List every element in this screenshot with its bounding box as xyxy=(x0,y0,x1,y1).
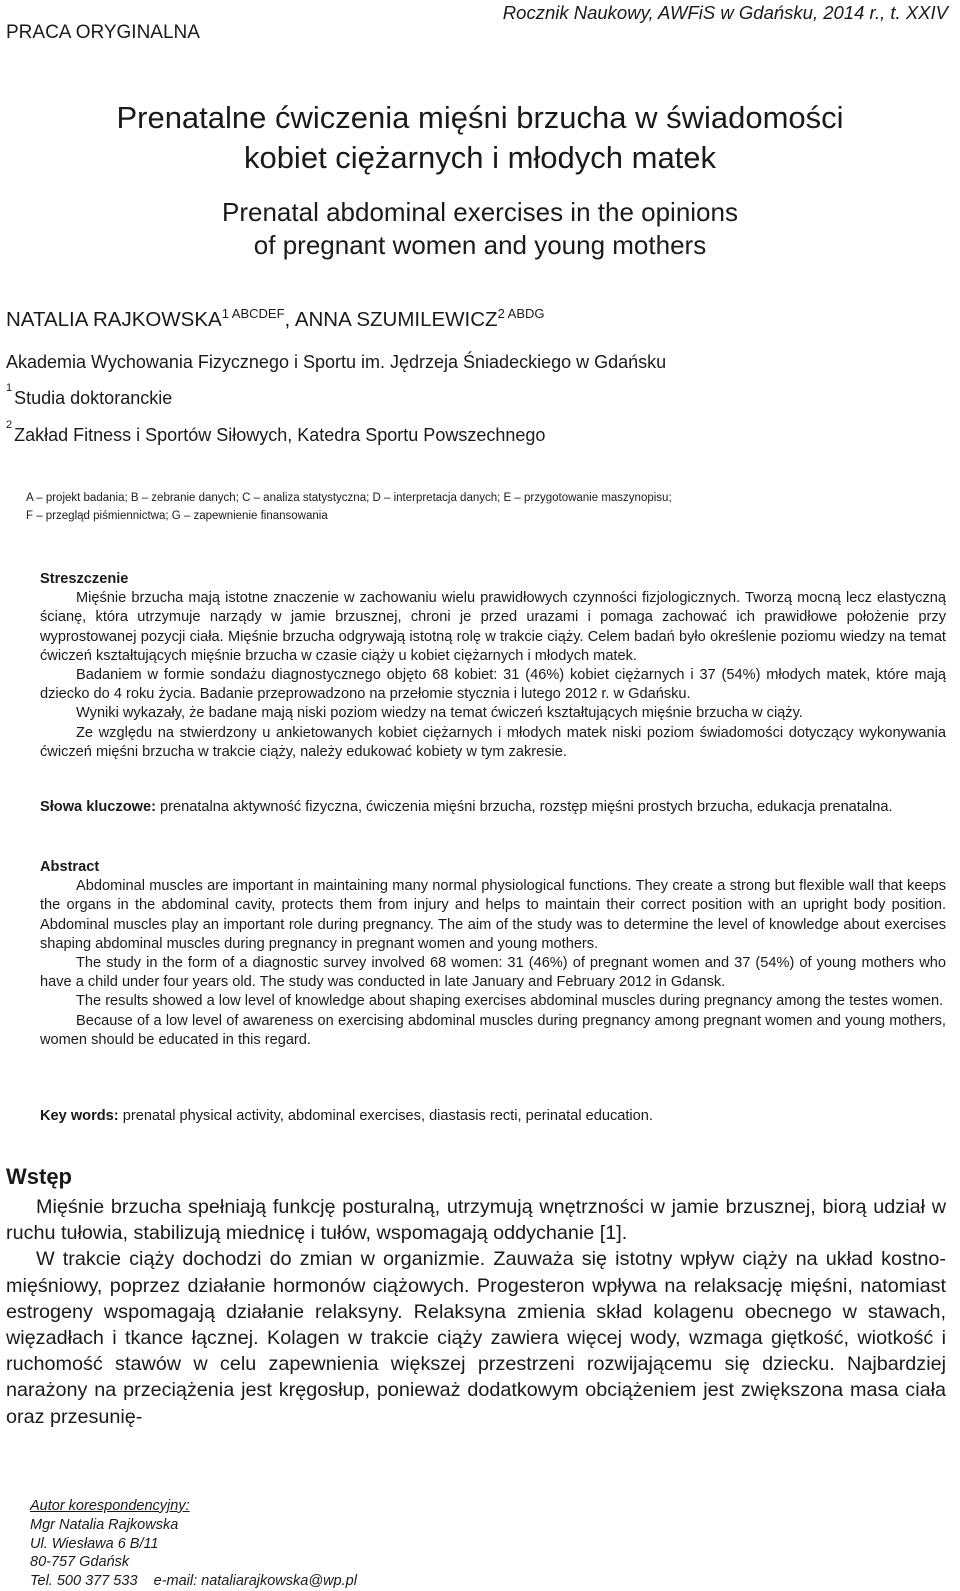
correspondence-label: Autor korespondencyjny: xyxy=(30,1498,190,1514)
streszczenie-paragraph: Ze względu na stwierdzony u ankietowanych kobiet ciężarnych i młodych matek niski poziom świadomości dotyczący wykonywania ćwiczeń mięśni brzucha w trakcie ciąży, należy edukować kobiety w tym zakresie. xyxy=(40,724,946,760)
contribution-legend xyxy=(26,489,946,525)
legend-line: F – przegląd piśmiennictwa; G – zapewnienie finansowania xyxy=(26,510,328,522)
streszczenie-paragraph: Mięśnie brzucha mają istotne znaczenie w zachowaniu wielu prawidłowych czynności fizjologicznych. Tworzą mocną lecz elastyczną ścianę, która utrzymuje narządy w jamie brzusznej, chroni je przed urazami i pomaga zachować ich prawidłowe położenie przy wyprostowanej pozycji ciała. Mięśnie brzucha odgrywają istotną rolę w trakcie ciąży. Celem badań było określenie poziomu wiedzy na temat ćwiczeń kształtujących mięśnie brzucha w czasie ciąży u kobiet ciężarnych i młodych matek. xyxy=(40,590,946,664)
title-english-line: of pregnant women and young mothers xyxy=(253,230,707,260)
body-paragraph: W trakcie ciąży dochodzi do zmian w organizmie. Zauważa się istotny wpływ ciąży na układ kostno-mięśniowy, poprzez działanie hormonów ciążowych. Progesteron wpływa na relaksację mięśni, natomiast estrogeny wspomagają działanie relaksyny. Relaksyna zmienia skład kolagenu obecnego w stawach, więzadłach i tkance łącznej. Kolagen w trakcie ciąży zawiera więcej wody, wzmaga giętkość, wiotkość i ruchomość stawów w celu zapewnienia większej przestrzeni rozwijającemu się dziecku. Najbardziej narażony na przeciążenia jest kręgosłup, ponieważ dodatkowym obciążeniem jest zwiększona masa ciała oraz przesunię- xyxy=(6,1248,946,1428)
key-words xyxy=(40,1107,946,1126)
section-heading-wstep: Wstęp xyxy=(6,1164,72,1189)
abstract-paragraph: The results showed a low level of knowledge about shaping exercises abdominal muscles during pregnancy among the testes women. xyxy=(76,993,944,1010)
author-name: ANNA SZUMILEWICZ xyxy=(294,308,498,331)
body-paragraph: Mięśnie brzucha spełniają funkcję posturalną, utrzymują wnętrzności w jamie brzusznej, biorą udział w ruchu tułowia, stabilizują miednicę i tułów, wspomagają oddychanie [1]. xyxy=(6,1196,946,1245)
title-polish xyxy=(0,98,960,178)
author-affiliation-mark: 1 ABCDEF xyxy=(221,306,285,321)
correspondence-city: 80-757 Gdańsk xyxy=(30,1554,130,1571)
abstract-paragraph: Because of a low level of awareness on exercising abdominal muscles during pregnancy among pregnant women and young mothers, women should be educated in this regard. xyxy=(40,1012,946,1048)
correspondence-block xyxy=(30,1497,357,1591)
slowa-kluczowe-text: prenatalna aktywność fizyczna, ćwiczenia mięśni brzucha, rozstęp mięśni prostych brzucha, edukacja prenatalna. xyxy=(155,799,893,815)
abstract-paragraph: The study in the form of a diagnostic survey involved 68 women: 31 (46%) of pregnant women and 37 (54%) of young mothers who have a child under four years old. The study was conducted in late January and February 2012 in Gdansk. xyxy=(40,955,946,991)
affiliation-number: 2 xyxy=(6,419,13,431)
slowa-kluczowe-label: Słowa kluczowe: xyxy=(40,799,156,815)
abstract-paragraph: Abdominal muscles are important in maintaining many normal physiological functions. They create a strong but flexible wall that keeps the organs in the abdominal cavity, protects them from injury and helps to maintain their correct position with an upright body position. Abdominal muscles play an important role during pregnancy. The aim of the study was to determine the level of knowledge about exercises shaping abdominal muscles during pregnancy in pregnant women and young mothers. xyxy=(40,878,946,952)
article-type-label: PRACA ORYGINALNA xyxy=(6,22,200,43)
streszczenie-paragraph: Wyniki wykazały, że badane mają niski poziom wiedzy na temat ćwiczeń kształtujących mięśnie brzucha w ciąży. xyxy=(76,705,803,722)
slowa-kluczowe xyxy=(40,798,946,817)
title-polish-line: Prenatalne ćwiczenia mięśni brzucha w świadomości xyxy=(116,100,844,135)
title-english-line: Prenatal abdominal exercises in the opinions xyxy=(222,197,738,227)
title-english xyxy=(0,196,960,262)
correspondence-street: Ul. Wiesława 6 B/11 xyxy=(30,1535,159,1552)
correspondence-name: Mgr Natalia Rajkowska xyxy=(30,1516,179,1533)
abstract-section xyxy=(40,858,946,1050)
abstract-heading: Abstract xyxy=(40,859,100,875)
author-separator: , xyxy=(284,308,295,331)
key-words-label: Key words: xyxy=(40,1108,119,1124)
author-list xyxy=(6,308,545,332)
author-name: NATALIA RAJKOWSKA xyxy=(6,308,222,331)
key-words-text: prenatal physical activity, abdominal exercises, diastasis recti, perinatal education. xyxy=(118,1108,653,1124)
title-polish-line: kobiet ciężarnych i młodych matek xyxy=(243,140,717,175)
streszczenie-section xyxy=(40,570,946,762)
affiliation-number: 1 xyxy=(6,382,13,394)
correspondence-contact: Tel. 500 377 533 e-mail: nataliarajkowska@wp.pl xyxy=(30,1573,357,1590)
affiliation-text: Studia doktoranckie xyxy=(14,388,173,408)
institution: Akademia Wychowania Fizycznego i Sportu im. Jędrzeja Śniadeckiego w Gdańsku xyxy=(6,352,667,372)
affiliation-text: Zakład Fitness i Sportów Siłowych, Katedra Sportu Powszechnego xyxy=(14,425,546,445)
journal-reference: Rocznik Naukowy, AWFiS w Gdańsku, 2014 r., t. XXIV xyxy=(502,2,948,23)
streszczenie-paragraph: Badaniem w formie sondażu diagnostycznego objęto 68 kobiet: 31 (46%) kobiet ciężarnych i 37 (54%) młodych matek, które mają dziecko do 4 roku życia. Badanie przeprowadzono na przełomie stycznia i lutego 2012 r. w Gdańsku. xyxy=(40,667,946,703)
author-affiliation-mark: 2 ABDG xyxy=(497,306,545,321)
streszczenie-heading: Streszczenie xyxy=(40,571,129,587)
affiliation-1 xyxy=(6,382,173,409)
wstep-body xyxy=(6,1194,946,1430)
legend-line: A – projekt badania; B – zebranie danych; C – analiza statystyczna; D – interpretacja danych; E – przygotowanie maszynopisu; xyxy=(26,492,672,504)
affiliation-2 xyxy=(6,419,546,446)
